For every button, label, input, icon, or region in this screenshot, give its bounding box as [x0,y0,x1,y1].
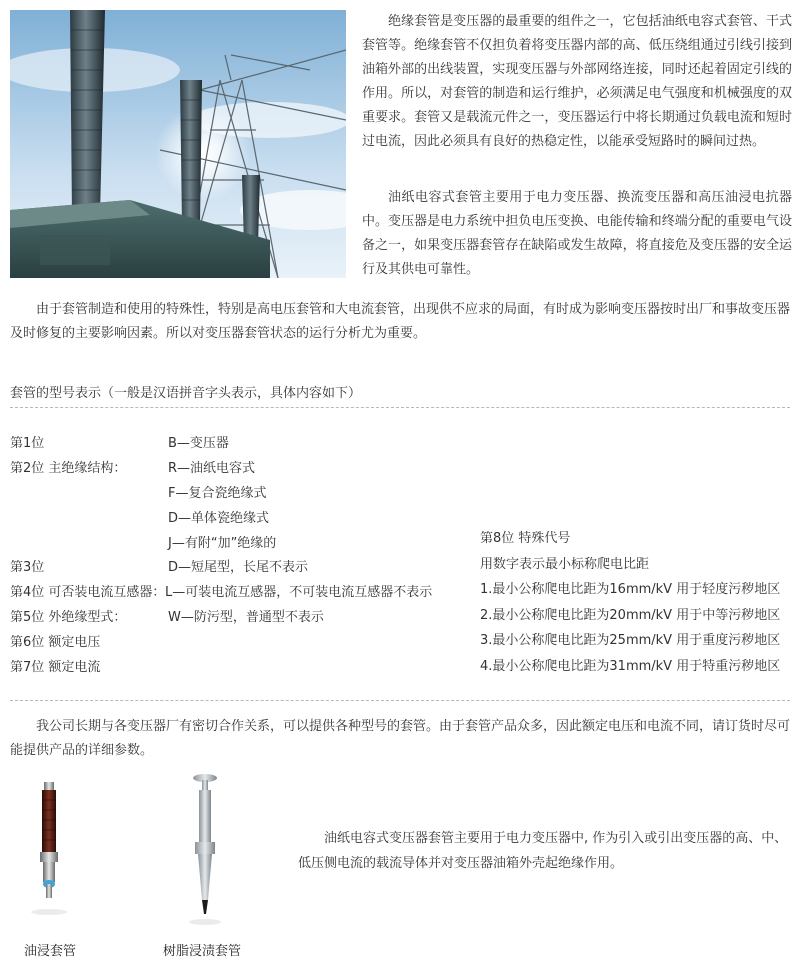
intro-paragraph-2: 油纸电容式套管主要用于电力变压器、换流变压器和高压油浸电抗器中。变压器是电力系统中担负电压变换、电能传输和终端分配的重要电气设备之一，如果变压器套管存在缺陷或发生故障，将直接危及变压器的安全运行及其供电可靠性。 [362,190,792,277]
dashed-divider-bottom [10,700,790,701]
intro-paragraph-1: 绝缘套管是变压器的最重要的组件之一，它包括油纸电容式套管、干式套管等。绝缘套管不仅担负着将变压器内部的高、低压绕组通过引线引接到油箱外部的出线装置，实现变压器与外部网络连接，同时还起着固定引线的作用。所以，对套管的制造和运行维护，必须满足电气强度和机械强度的双重要求。套管又是载流元件之一，变压器运行中将长期通过负载电流和短时过电流，因此必须具有良好的热稳定性，以能承受短路时的瞬间过热。 [362,14,792,149]
spec-label-pos5: 第5位 外绝缘型式： [10,610,127,625]
spec-label-pos6: 第6位 额定电压 [10,635,101,650]
spec-value-d-short: D—短尾型，长尾不表示 [168,560,309,575]
spec8-item-2: 2.最小公称爬电比距为20mm/kV 用于中等污秽地区 [480,608,781,623]
spec-value-l: L—可装电流互感器，不可装电流互感器不表示 [165,585,433,600]
spec-label-pos4: 第4位 可否装电流互感器： [10,585,166,600]
substation-illustration [10,10,346,278]
spec8-item-4: 4.最小公称爬电比距为31mm/kV 用于特重污秽地区 [480,659,781,674]
spec8-item-1: 1.最小公称爬电比距为16mm/kV 用于轻度污秽地区 [480,582,781,597]
spec-value-b: B—变压器 [168,436,229,451]
resin-bushing-image [180,772,230,932]
section-title: 套管的型号表示（一般是汉语拼音字头表示，具体内容如下） [10,386,362,401]
spec-label-pos7: 第7位 额定电流 [10,660,101,675]
spec8-subtitle: 用数字表示最小标称爬电比距 [480,557,650,572]
spec-value-f: F—复合瓷绝缘式 [168,486,267,501]
dashed-divider-top [10,407,790,408]
importance-paragraph: 由于套管制造和使用的特殊性，特别是高电压套管和大电流套管，出现供不应求的局面，有时成为影响变压器按时出厂和事故变压器及时修复的主要影响因素。所以对变压器套管状态的运行分析尤为重要。 [10,302,791,341]
spec-label-pos1: 第1位 [10,436,45,451]
spec-value-d-porcelain: D—单体瓷绝缘式 [168,511,270,526]
spec-value-r: R—油纸电容式 [168,461,256,476]
spec8-title: 第8位 特殊代号 [480,531,571,546]
spec8-item-3: 3.最小公称爬电比距为25mm/kV 用于重度污秽地区 [480,633,781,648]
oil-bushing-image [20,780,80,930]
resin-bushing-illustration [180,772,230,932]
spec-value-w: W—防污型，普通型不表示 [168,610,324,625]
product-description: 油纸电容式变压器套管主要用于电力变压器中, 作为引入或引出变压器的高、中、低压侧电流的载流导体并对变压器油箱外壳起绝缘作用。 [298,831,788,871]
substation-photo [10,10,346,278]
caption-resin-bushing: 树脂浸渍套管 [163,944,242,959]
spec-label-pos2: 第2位 主绝缘结构： [10,461,127,476]
spec-label-pos3: 第3位 [10,560,45,575]
oil-bushing-illustration [20,780,80,930]
company-paragraph: 我公司长期与各变压器厂有密切合作关系，可以提供各种型号的套管。由于套管产品众多，因此额定电压和电流不同，请订货时尽可能提供产品的详细参数。 [10,719,791,758]
spec-value-j: J—有附“加”绝缘的 [168,536,277,551]
caption-oil-bushing: 油浸套管 [24,944,77,959]
